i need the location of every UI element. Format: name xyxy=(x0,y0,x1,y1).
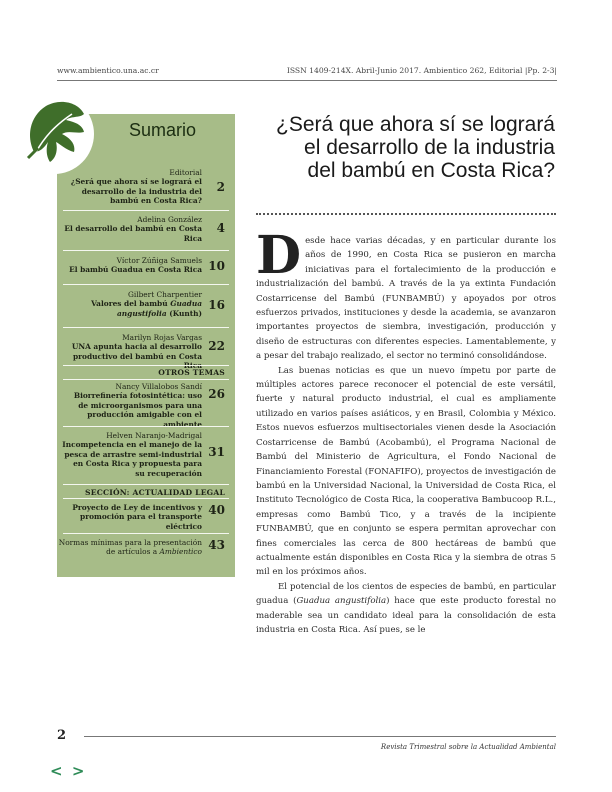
entry-page: 26 xyxy=(208,387,225,401)
entry-author: Editorial xyxy=(169,168,202,177)
section-heading-legal: SECCIÓN: ACTUALIDAD LEGAL xyxy=(85,488,225,497)
sidebar-divider xyxy=(63,426,229,427)
entry-title: UNA apunta hacia al desarrollo productivo del bambú en Costa Rica xyxy=(71,342,202,371)
journal-tagline: Revista Trimestral sobre la Actualidad Ambiental xyxy=(380,743,556,751)
sidebar-divider xyxy=(63,210,229,211)
sidebar-divider xyxy=(63,250,229,251)
entry-author: Gilbert Charpentier xyxy=(127,290,202,299)
sidebar-divider xyxy=(63,533,229,534)
sumario-sidebar xyxy=(57,114,235,577)
sidebar-divider xyxy=(63,379,229,380)
entry-page: 40 xyxy=(208,503,225,517)
page-header xyxy=(57,64,557,78)
header-url[interactable]: www.ambientico.una.ac.cr xyxy=(57,66,159,75)
entry-author: Víctor Zúñiga Samuels xyxy=(116,256,202,265)
page-number: 2 xyxy=(57,728,67,743)
entry-title: El bambú Guadua en Costa Rica xyxy=(69,265,202,275)
entry-title: Valores del bambú Guadua angustifolia (Kunth) xyxy=(91,299,202,318)
sidebar-divider xyxy=(63,365,229,366)
article-paragraph: El potencial de los cientos de especies de bambú, en particular guadua (Guadua angustifolia) hace que este producto forestal no maderable sea un candidato ideal para la consolidación de esta industria en Costa Rica. Así pues, se le xyxy=(256,581,556,635)
sidebar-divider xyxy=(63,284,229,285)
entry-title: Proyecto de Ley de incentivos y promoción para el transporte eléctrico xyxy=(72,503,202,531)
entry-page: 16 xyxy=(208,298,225,312)
entry-title: ¿Será que ahora sí se logrará el desarrollo de la industria del bambú en Costa Rica? xyxy=(70,177,202,206)
article-body xyxy=(256,225,556,637)
article-title: ¿Será que ahora sí se logrará el desarrollo de la industria del bambú en Costa Rica? xyxy=(276,113,555,182)
entry-title: Biorrefinería fotosintética: uso de microorganismos para una producción amigable con el ambiente xyxy=(73,391,202,429)
entry-author: Marilyn Rojas Vargas xyxy=(122,333,202,342)
entry-page: 4 xyxy=(216,221,225,235)
section-heading-otros-temas: OTROS TEMAS xyxy=(158,368,225,377)
header-issn: ISSN 1409-214X. Abril-Junio 2017. Ambientico 262, Editorial |Pp. 2-3| xyxy=(286,66,557,75)
entry-title: Normas mínimas para la presentación de artículos a Ambientico xyxy=(58,538,202,557)
dropcap: D xyxy=(256,225,302,286)
monstera-leaf-icon xyxy=(12,92,96,176)
entry-page: 43 xyxy=(208,538,225,552)
entry-author: Helven Naranjo-Madrigal xyxy=(106,431,202,440)
article-paragraph: Las buenas noticias es que un nuevo ímpetu por parte de múltiples actores parece reconocer el potencial de este versátil, fuerte y natural producto industrial, el cual es ampliamente utilizado en varios países asiáticos, y en Brasil, Colombia y México. Estos nuevos esfuerzos multisectoriales vienen desde la Asociación Costarricense de Bambú (Acobambú), el Programa Nacional de Bambú del Ministerio de Agricultura, el Fondo Nacional de Financiamiento Forestal (FONAFIFO), proyectos de investigación de bambú en la Universidad Nacional, la Universidad de Costa Rica, el Instituto Tecnológico de Costa Rica, la cooperativa Bambucoop R.L., empresas como Bambú Tico, y a través de la incipiente FUNBAMBÚ, que en conjunto se espera permitan aprovechar con fines comerciales las cerca de 800 hectáreas de bambú que actualmente están disponibles en Costa Rica y la siembra de otras 5 mil en los próximos años. xyxy=(256,365,556,578)
sidebar-divider xyxy=(63,498,229,499)
title-divider xyxy=(256,213,556,215)
sidebar-title: Sumario xyxy=(129,120,197,140)
article-paragraph: Desde hace varias décadas, y en particular durante los años de 1990, en Costa Rica se pusieron en marcha iniciativas para el fortalecimiento de la producción e industrialización del bambú. A través de la ya extinta Fundación Costarricense del Bambú (FUNBAMBÚ) y apoyados por otros esfuerzos privados, instituciones y desde la academia, se avanzaron importantes proyectos de siembra, investigación, producción y diseño de estructuras con diferentes especies. Lamentablemente, y a pesar del trabajo realizado, el sector no terminó consolidándose. xyxy=(256,225,556,362)
sidebar-divider xyxy=(63,484,229,485)
entry-title: El desarrollo del bambú en Costa Rica xyxy=(64,224,202,243)
header-divider xyxy=(57,80,557,81)
entry-page: 22 xyxy=(208,339,225,353)
entry-author: Nancy Villalobos Sandí xyxy=(115,382,202,391)
entry-title: Incompetencia en el manejo de la pesca de arrastre semi-industrial en Costa Rica y propuesta para su recuperación xyxy=(62,440,202,478)
entry-author: Adelina González xyxy=(137,215,202,224)
entry-page: 10 xyxy=(208,259,225,273)
prev-page-icon[interactable]: < xyxy=(50,762,63,780)
sidebar-divider xyxy=(63,327,229,328)
page-navigation xyxy=(50,762,88,780)
next-page-icon[interactable]: > xyxy=(71,762,85,780)
entry-page: 2 xyxy=(216,180,225,194)
entry-page: 31 xyxy=(208,445,225,459)
footer-divider xyxy=(84,736,556,737)
